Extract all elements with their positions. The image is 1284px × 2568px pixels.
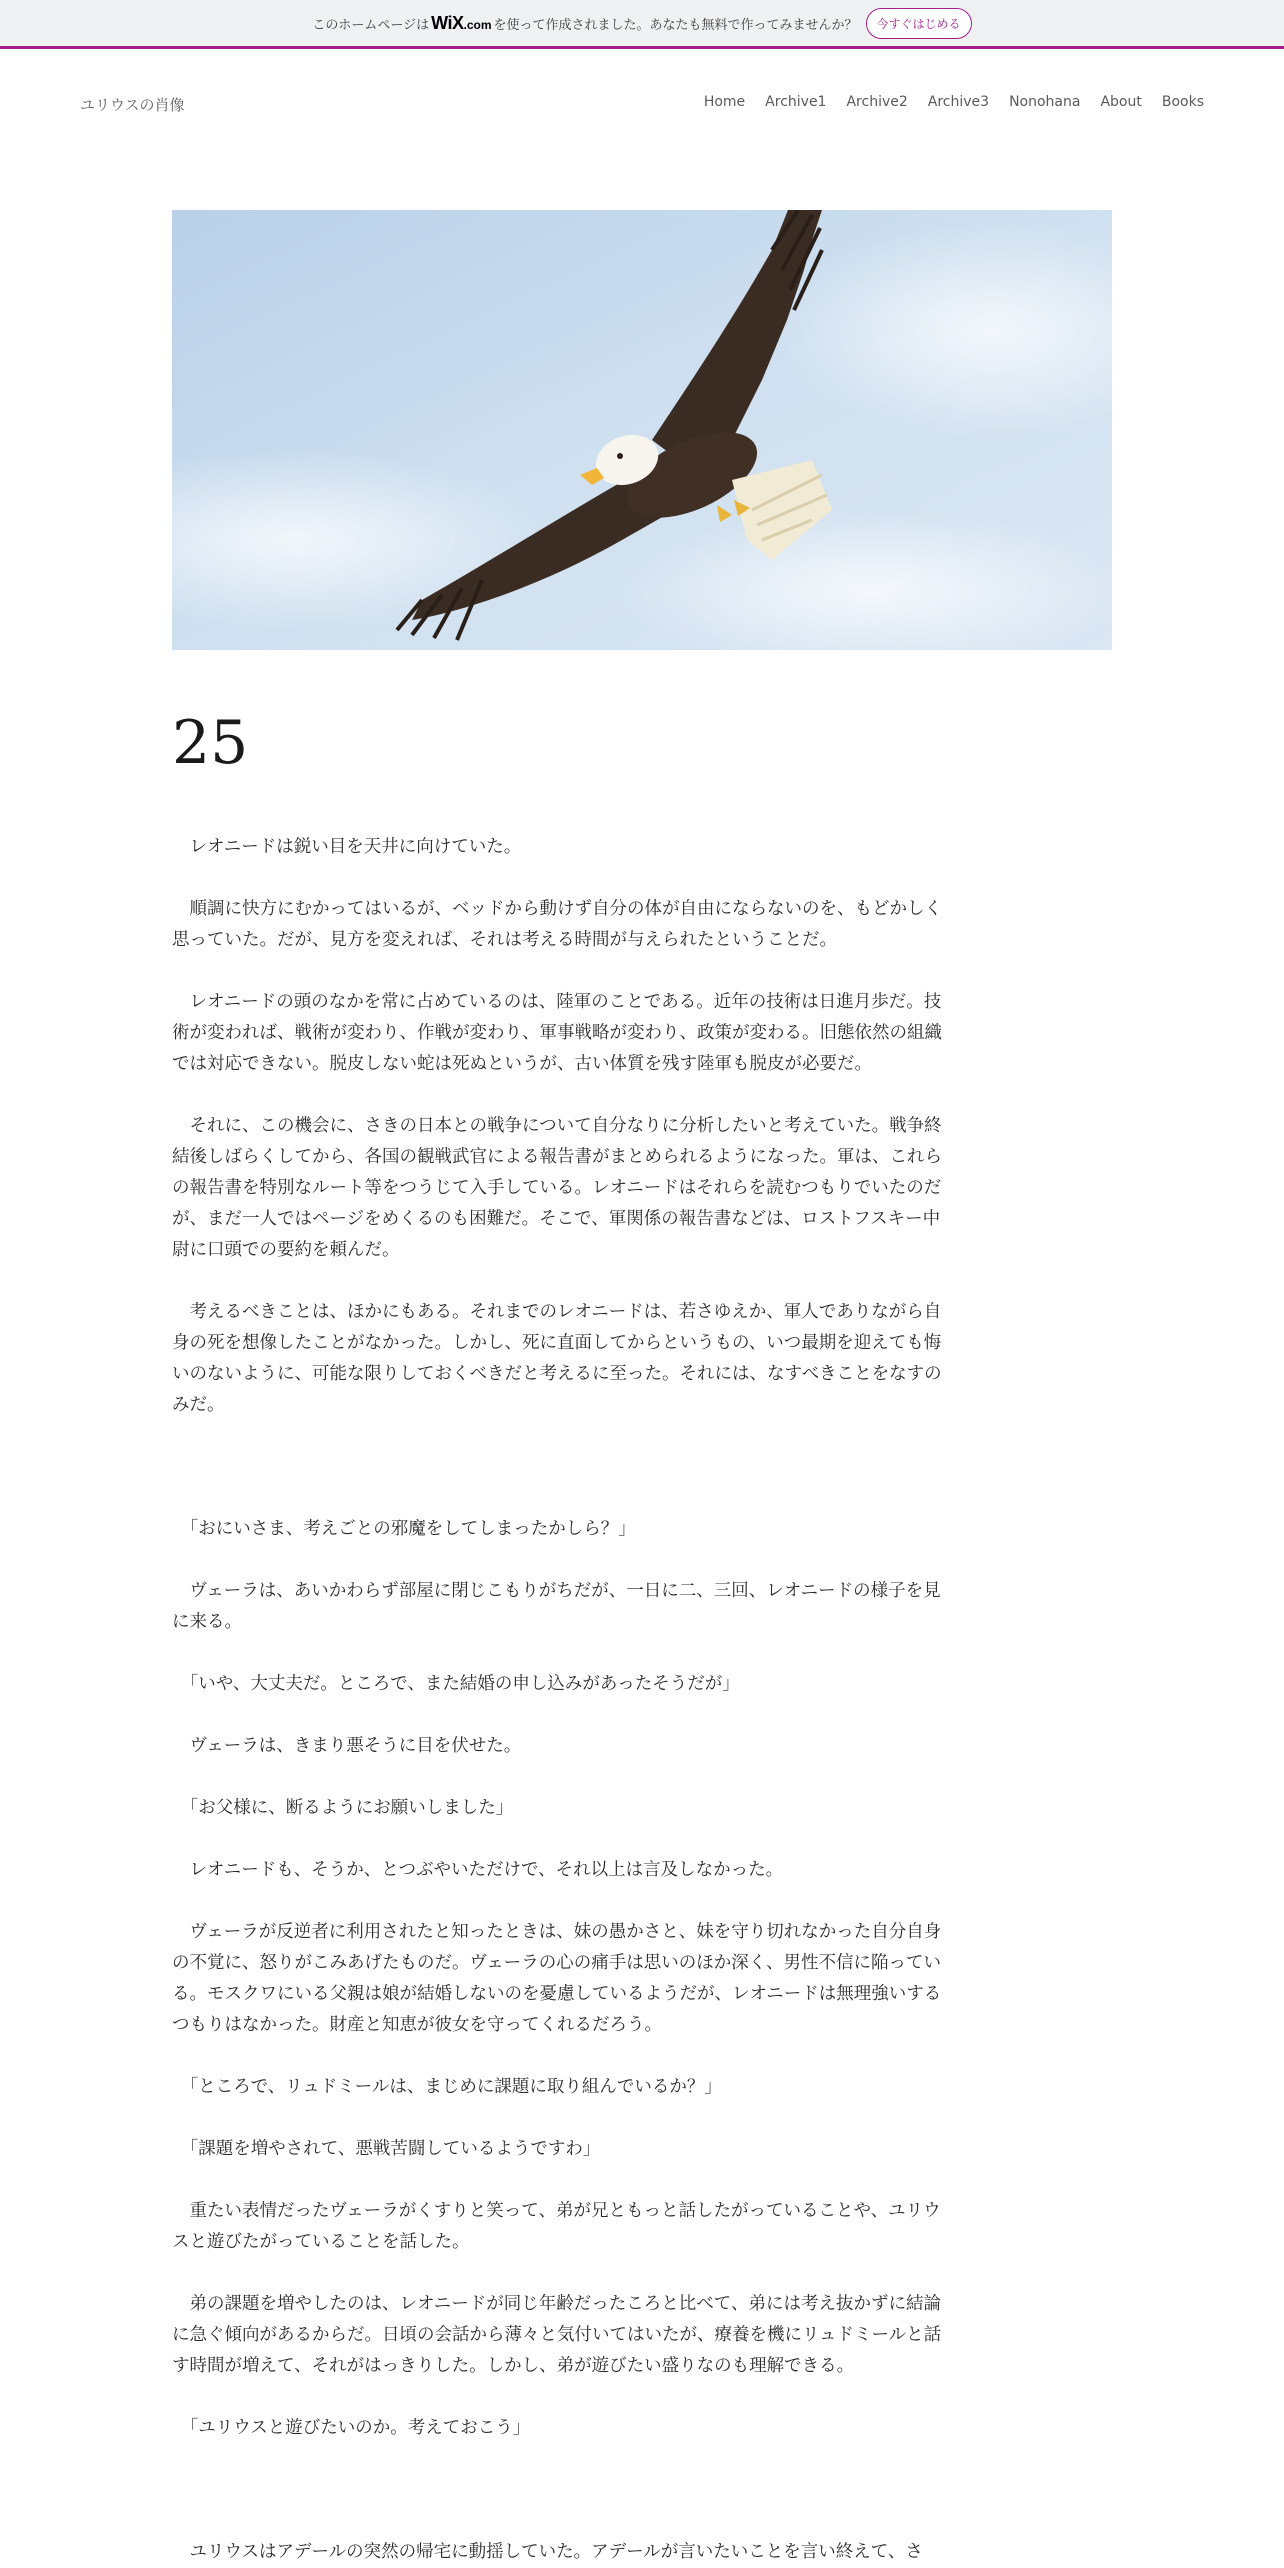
paragraph: 考えるべきことは、ほかにもある。それまでのレオニードは、若さゆえか、軍人でありながら自身の死を想像したことがなかった。しかし、死に直面してからというもの、いつ最期を迎えても悔いのないように、可能な限りしておくべきだと考えるに至った。それには、なすべきことをなすのみだ。 [172, 1302, 942, 1415]
paragraph: 「課題を増やされて、悪戦苦闘しているようですわ」 [172, 2139, 601, 2159]
paragraph: 「いや、大丈夫だ。ところで、また結婚の申し込みがあったそうだが」 [172, 1674, 740, 1694]
wix-logo-suffix: .com [463, 17, 492, 32]
main-nav [684, 94, 1204, 110]
wix-promo-banner [0, 0, 1284, 49]
paragraph: 重たい表情だったヴェーラがくすりと笑って、弟が兄ともっと話したがっていることや、ユリウスと遊びたがっていることを話した。 [172, 2201, 941, 2252]
start-now-button[interactable]: 今すぐはじめる [866, 8, 972, 39]
paragraph: それに、この機会に、さきの日本との戦争について自分なりに分析したいと考えていた。戦争終結後しばらくしてから、各国の観戦武官による報告書がまとめられるようになった。軍は、これらの報告書を特別なルート等をつうじて入手している。レオニードはそれらを読むつもりでいたのだが、まだ一人ではページをめくるのも困難だ。そこで、軍関係の報告書などは、ロストフスキー中尉に口頭での要約を頼んだ。 [172, 1116, 942, 1260]
paragraph: レオニードは鋭い目を天井に向けていた。 [172, 837, 522, 857]
nav-item-archive3[interactable]: Archive3 [927, 94, 990, 110]
paragraph: レオニードも、そうか、とつぶやいただけで、それ以上は言及しなかった。 [172, 1860, 784, 1880]
nav-item-about[interactable]: About [1100, 94, 1142, 110]
nav-item-books[interactable]: Books [1161, 94, 1204, 110]
eagle-illustration [172, 210, 1112, 650]
paragraph: 「ところで、リュドミールは、まじめに課題に取り組んでいるか？」 [172, 2077, 722, 2097]
paragraph: レオニードの頭のなかを常に占めているのは、陸軍のことである。近年の技術は日進月歩だ。技術が変われば、戦術が変わり、作戦が変わり、軍事戦略が変わり、政策が変わる。旧態依然の組織では対応できない。脱皮しない蛇は死ぬというが、古い体質を残す陸軍も脱皮が必要だ。 [172, 992, 942, 1074]
article-body [172, 832, 948, 2568]
nav-item-nonohana[interactable]: Nonohana [1009, 94, 1081, 110]
nav-item-home[interactable]: Home [703, 94, 746, 110]
paragraph: ユリウスはアデールの突然の帰宅に動揺していた。アデールが言いたいことを言い終えて、さ [172, 2542, 923, 2562]
hero-eagle-image [172, 210, 1112, 650]
paragraph: 「ユリウスと遊びたいのか。考えておこう」 [172, 2418, 531, 2438]
paragraph: 「おにいさま、考えごとの邪魔をしてしまったかしら？」 [172, 1519, 636, 1539]
paragraph: 弟の課題を増やしたのは、レオニードが同じ年齢だったころと比べて、弟には考え抜かずに結論に急ぐ傾向があるからだ。日頃の会話から薄々と気付いてはいたが、療養を機にリュドミールと話す時間が増えて、それがはっきりした。しかし、弟が遊びたい盛りなのも理解できる。 [172, 2294, 942, 2376]
paragraph: ヴェーラは、きまり悪そうに目を伏せた。 [172, 1736, 522, 1756]
nav-item-archive2[interactable]: Archive2 [846, 94, 908, 110]
wix-logo[interactable] [431, 13, 491, 34]
wix-logo-text: WiX [431, 12, 464, 33]
paragraph: ヴェーラが反逆者に利用されたと知ったときは、妹の愚かさと、妹を守り切れなかった自分自身の不覚に、怒りがこみあげたものだ。ヴェーラの心の痛手は思いのほか深く、男性不信に陥っている。モスクワにいる父親は娘が結婚しないのを憂慮しているようだが、レオニードは無理強いするつもりはなかった。財産と知恵が彼女を守ってくれるだろう。 [172, 1922, 942, 2035]
nav-item-archive1[interactable]: Archive1 [765, 94, 827, 110]
paragraph: ヴェーラは、あいかわらず部屋に閉じこもりがちだが、一日に二、三回、レオニードの様子を見に来る。 [172, 1581, 941, 1632]
paragraph: 順調に快方にむかってはいるが、ベッドから動けず自分の体が自由にならないのを、もどかしく思っていた。だが、見方を変えれば、それは考える時間が与えられたということだ。 [172, 899, 942, 950]
chapter-number: 25 [172, 708, 249, 778]
site-title[interactable]: ユリウスの肖像 [80, 96, 185, 114]
banner-suffix-text: を使って作成されました。あなたも無料で作ってみませんか？ [493, 17, 858, 33]
banner-prefix-text: このホームページは [312, 17, 430, 33]
paragraph: 「お父様に、断るようにお願いしました」 [172, 1798, 514, 1818]
